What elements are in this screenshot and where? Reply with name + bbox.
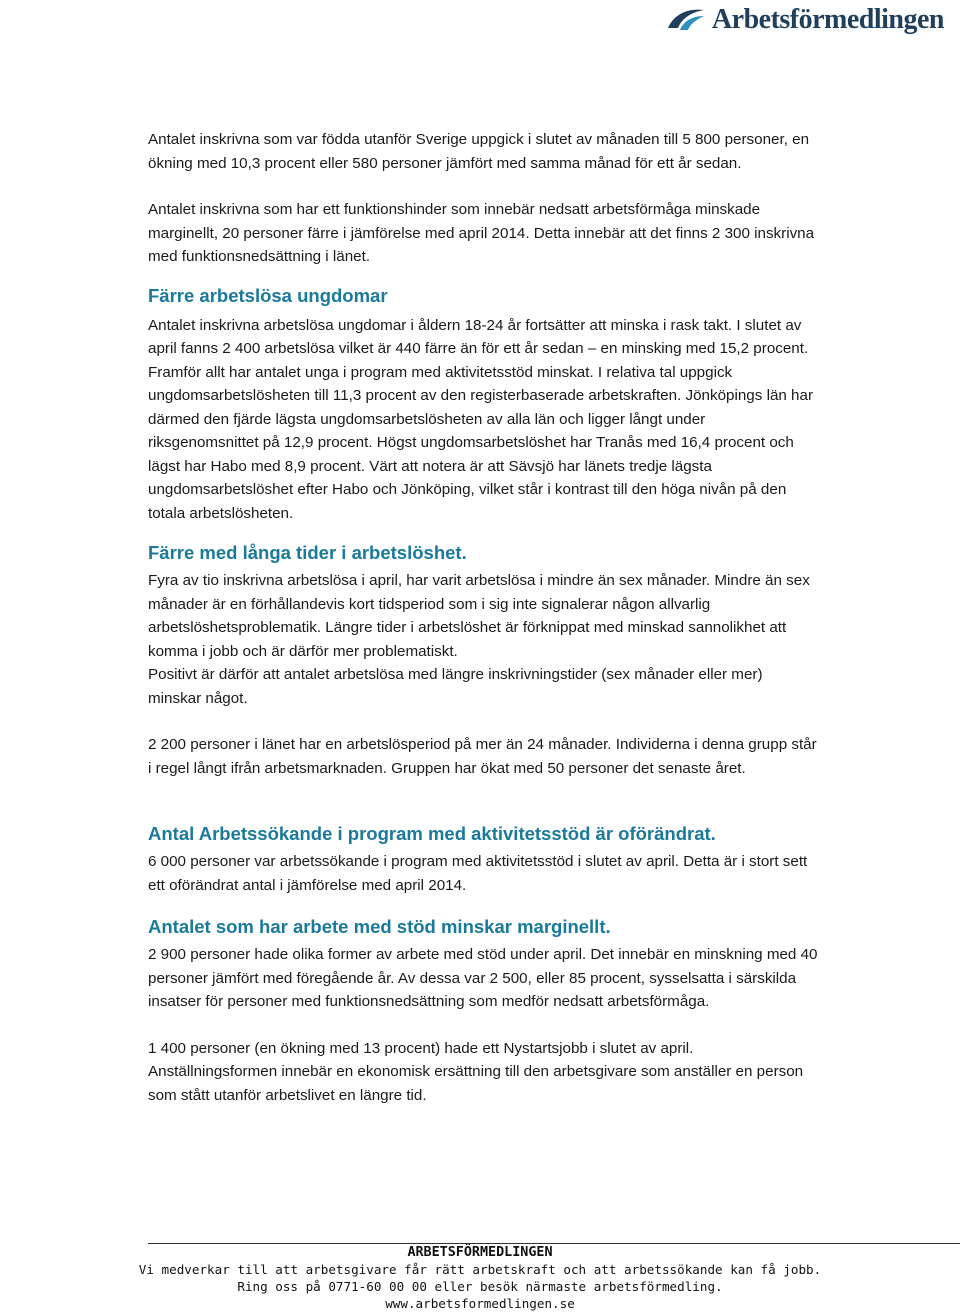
footer-divider — [148, 1243, 960, 1244]
footer-org: ARBETSFÖRMEDLINGEN — [407, 1245, 553, 1260]
paragraph-disability: Antalet inskrivna som har ett funktionshinder som innebär nedsatt arbetsförmåga minskade marginellt, 20 personer färre i jämförelse med april 2014. Detta innebär att det finns 2 300 inskrivna med funktionsnedsättning i länet. — [148, 201, 815, 265]
paragraph-foreign-born: Antalet inskrivna som var födda utanför Sverige uppgick i slutet av månaden till 5 800 personer, en ökning med 10,3 procent eller 580 personer jämfört med samma månad för ett år sedan. — [148, 131, 810, 172]
footer-contact: Ring oss på 0771-60 00 00 eller besök närmaste arbetsförmedling. — [237, 1279, 723, 1294]
footer — [0, 1244, 960, 1312]
paragraph-positive: Positivt är därför att antalet arbetslösa med längre inskrivningstider (sex månader eller mer) minskar något. — [148, 666, 763, 707]
paragraph-youth: Antalet inskrivna arbetslösa ungdomar i åldern 18-24 år fortsätter att minska i rask takt. I slutet av april fanns 2 400 arbetslösa vilket är 440 färre än för ett år sedan – en minsking med 15,2 procent. Framför allt har antalet unga i program med aktivitetsstöd minskat. I relativa tal uppgick ungdomsarbetslösheten till 11,3 procent av den registerbaserade arbetskraften. Jönköpings län har därmed den fjärde lägsta ungdomsarbetslösheten av alla län och ligger långt under riksgenomsnittet på 12,9 procent. Högst ungdomsarbetslöshet har Tranås med 16,4 procent och lägst har Habo med 8,9 procent. Värt att notera är att Sävsjö har länets tredje lägsta ungdomsarbetslöshet efter Habo och Jönköping, vilket står i kontrast till den höga nivån på den totala arbetslösheten. — [148, 316, 814, 522]
heading-youth: Färre arbetslösa ungdomar — [148, 284, 388, 306]
heading-program: Antal Arbetssökande i program med aktivitetsstöd är oförändrat. — [148, 823, 716, 844]
document-body — [148, 128, 818, 1107]
header-logo — [666, 4, 944, 36]
footer-tagline: Vi medverkar till att arbetsgivare får rätt arbetskraft och att arbetssökande kan få jobb. — [138, 1262, 822, 1277]
paragraph-over-24-months: 2 200 personer i länet har en arbetslösperiod på mer än 24 månader. Individerna i denna grupp står i regel långt ifrån arbetsmarknaden. Gruppen har ökat med 50 personer det senaste året. — [148, 736, 817, 777]
heading-long-term: Färre med långa tider i arbetslöshet. — [148, 542, 467, 563]
heading-supported-work: Antalet som har arbete med stöd minskar marginellt. — [148, 916, 611, 937]
paragraph-program: 6 000 personer var arbetssökande i program med aktivitetsstöd i slutet av april. Detta är i stort sett ett oförändrat antal i jämförelse med april 2014. — [148, 853, 808, 894]
logo-text: Arbetsförmedlingen — [711, 4, 944, 35]
paragraph-supported-work: 2 900 personer hade olika former av arbete med stöd under april. Det innebär en minskning med 40 personer jämfört med föregående år. Av dessa var 2 500, eller 85 procent, sysselsatta i särskilda insatser för personer med funktionsnedsättning som medför nedsatt arbetsförmåga. — [148, 946, 818, 1010]
paragraph-nystartsjobb: 1 400 personer (en ökning med 13 procent) hade ett Nystartsjobb i slutet av april. Anställningsformen innebär en ekonomisk ersättning till den arbetsgivare som anställer en person som stått utanför arbetslivet en längre tid. — [148, 1039, 804, 1104]
arbetsformedlingen-logo-icon — [666, 6, 706, 34]
footer-website[interactable]: www.arbetsformedlingen.se — [385, 1296, 575, 1311]
paragraph-duration: Fyra av tio inskrivna arbetslösa i april, har varit arbetslösa i mindre än sex månader. Mindre än sex månader är en förhållandevis kort tidsperiod som i sig inte signalerar någon allvarlig arbetslöshetsproblematik. Längre tider i arbetslöshet är förknippat med minskad sannolikhet att komma i jobb och är därför mer problematiskt. — [148, 572, 810, 660]
